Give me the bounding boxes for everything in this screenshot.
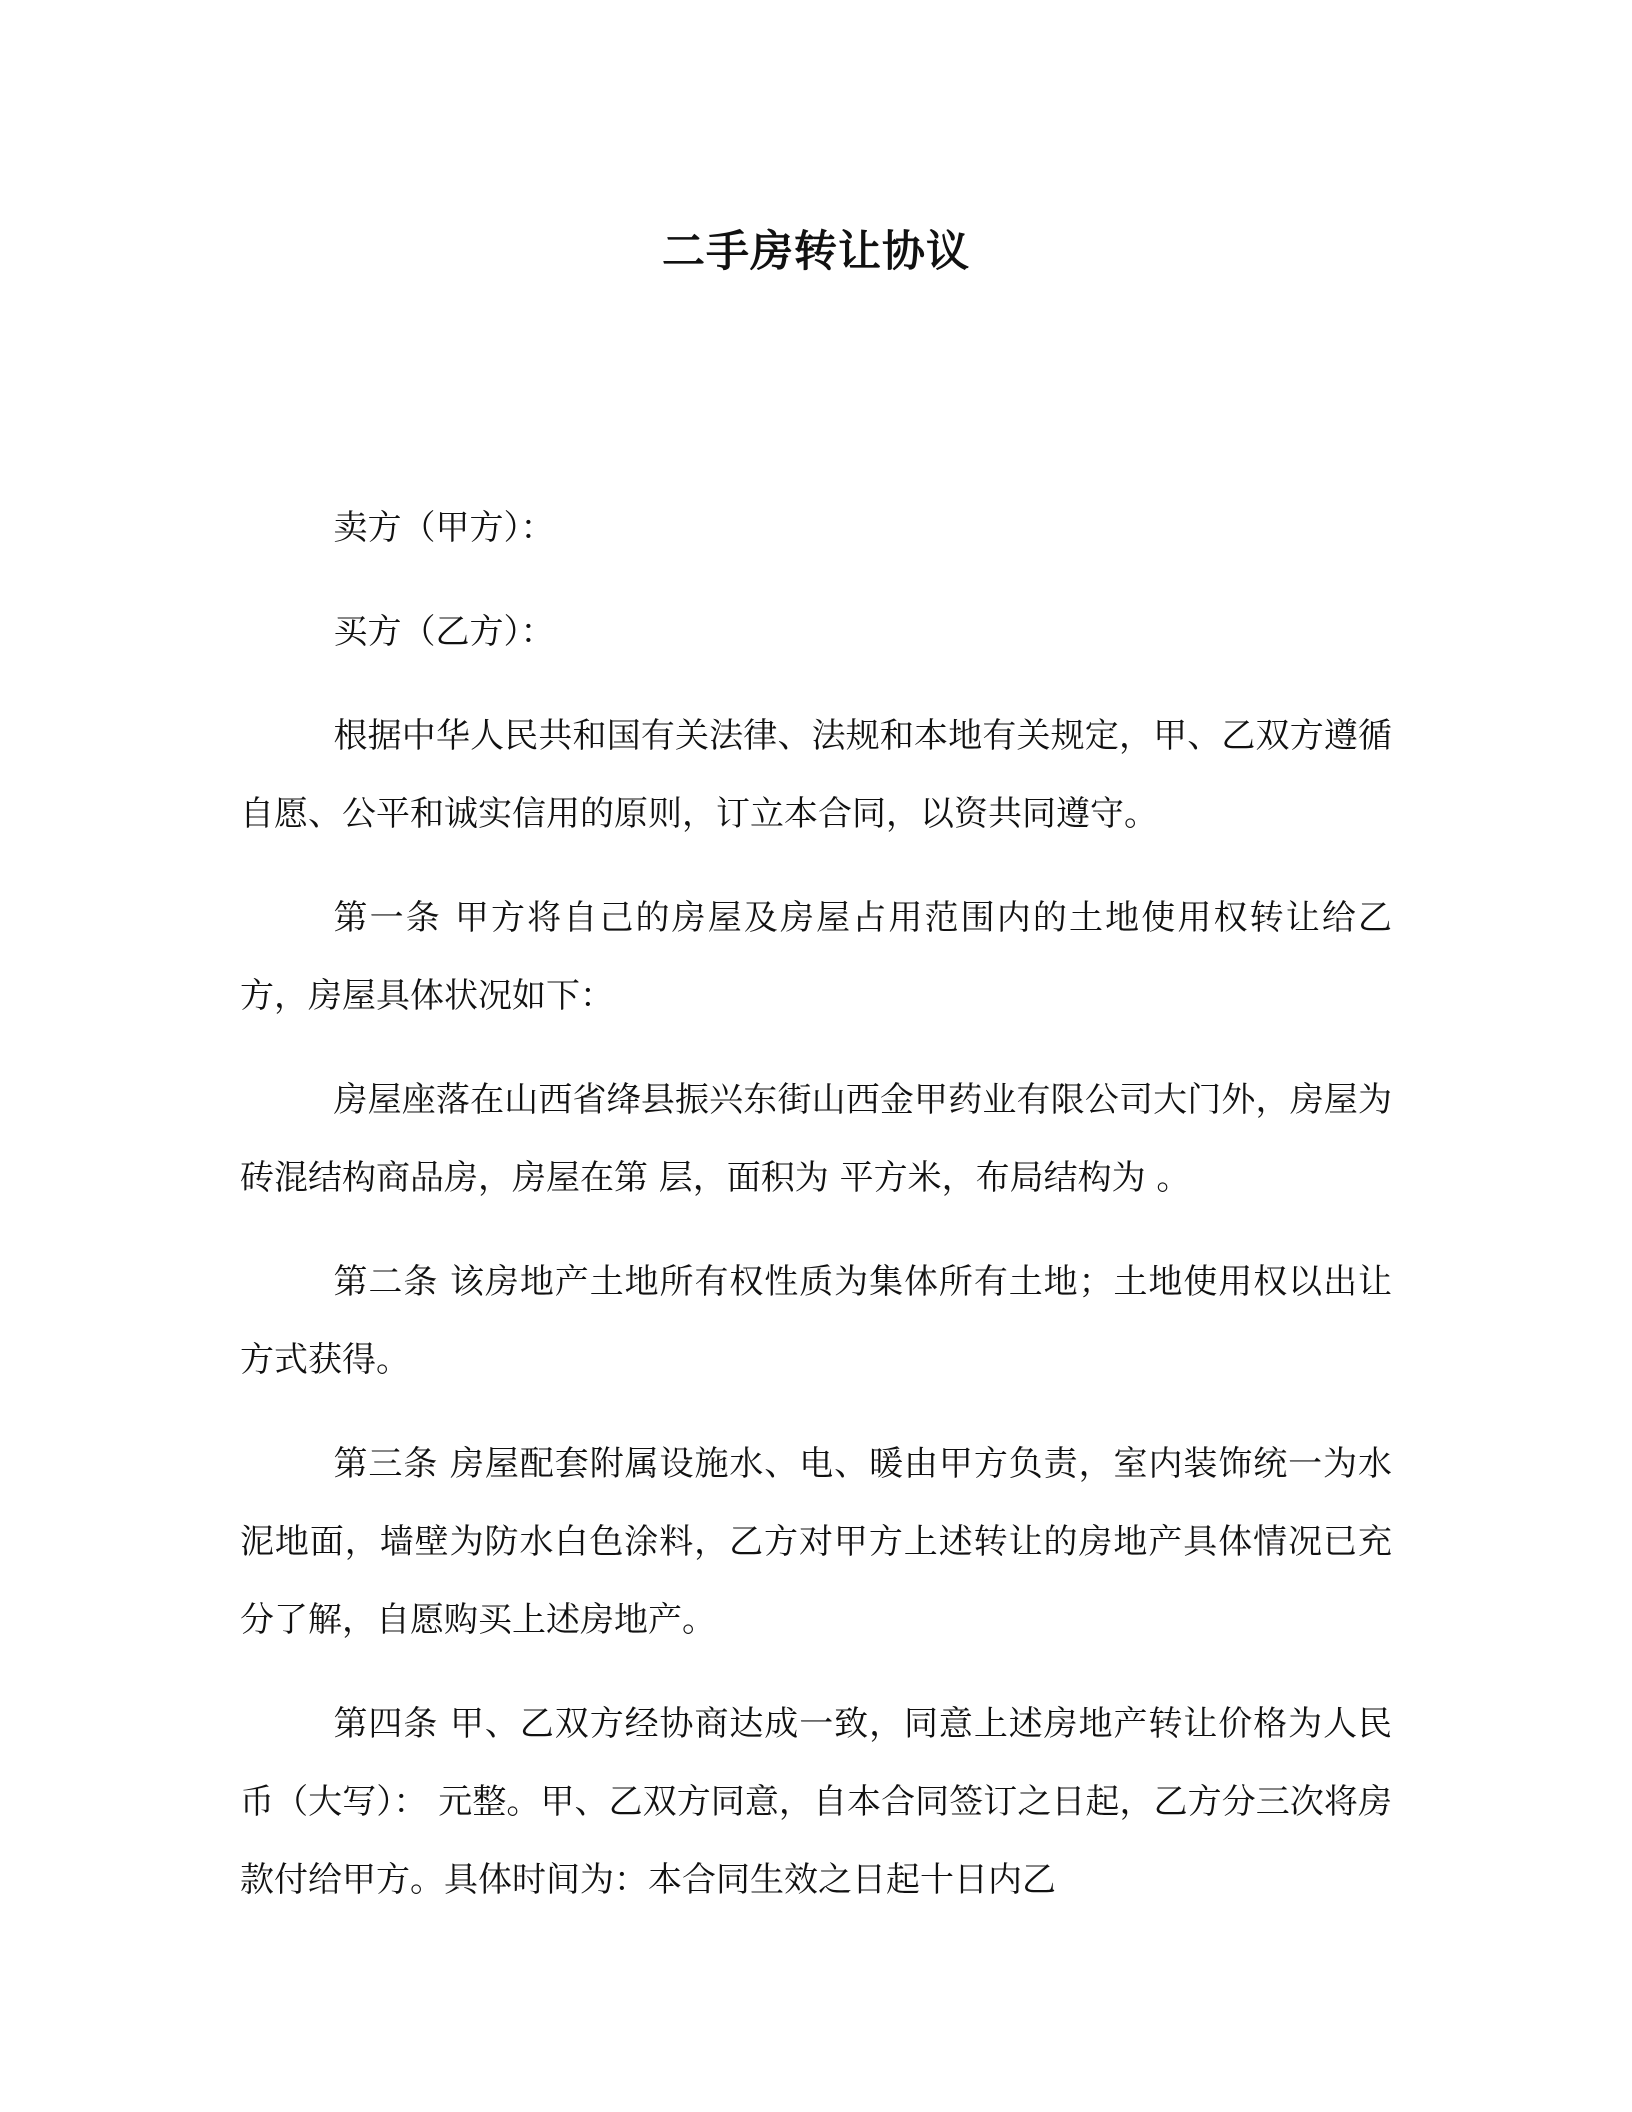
property-detail-paragraph: 房屋座落在山西省绛县振兴东街山西金甲药业有限公司大门外，房屋为砖混结构商品房，房屋在第 层，面积为 平方米，布局结构为 。 [240,1080,1392,1198]
preamble-paragraph: 根据中华人民共和国有关法律、法规和本地有关规定，甲、乙双方遵循自愿、公平和诚实信用的原则，订立本合同，以资共同遵守。 [240,716,1392,834]
article-2-paragraph: 第二条 该房地产土地所有权性质为集体所有土地；土地使用权以出让方式获得。 [240,1262,1392,1380]
document-body [240,489,1392,1945]
document-title: 二手房转让协议 [662,227,970,277]
article-4-paragraph: 第四条 甲、乙双方经协商达成一致，同意上述房地产转让价格为人民币（大写）： 元整。甲、乙双方同意，自本合同签订之日起，乙方分三次将房款付给甲方。具体时间为：本合同生效之日起十日内乙 [240,1704,1392,1900]
article-3-paragraph: 第三条 房屋配套附属设施水、电、暖由甲方负责，室内装饰统一为水泥地面，墙壁为防水白色涂料，乙方对甲方上述转让的房地产具体情况已充分了解，自愿购买上述房地产。 [240,1444,1392,1640]
article-1-paragraph: 第一条 甲方将自己的房屋及房屋占用范围内的土地使用权转让给乙方，房屋具体状况如下： [240,898,1392,1016]
seller-label: 卖方（甲方）： [333,508,555,548]
buyer-label: 买方（乙方）： [333,612,555,652]
